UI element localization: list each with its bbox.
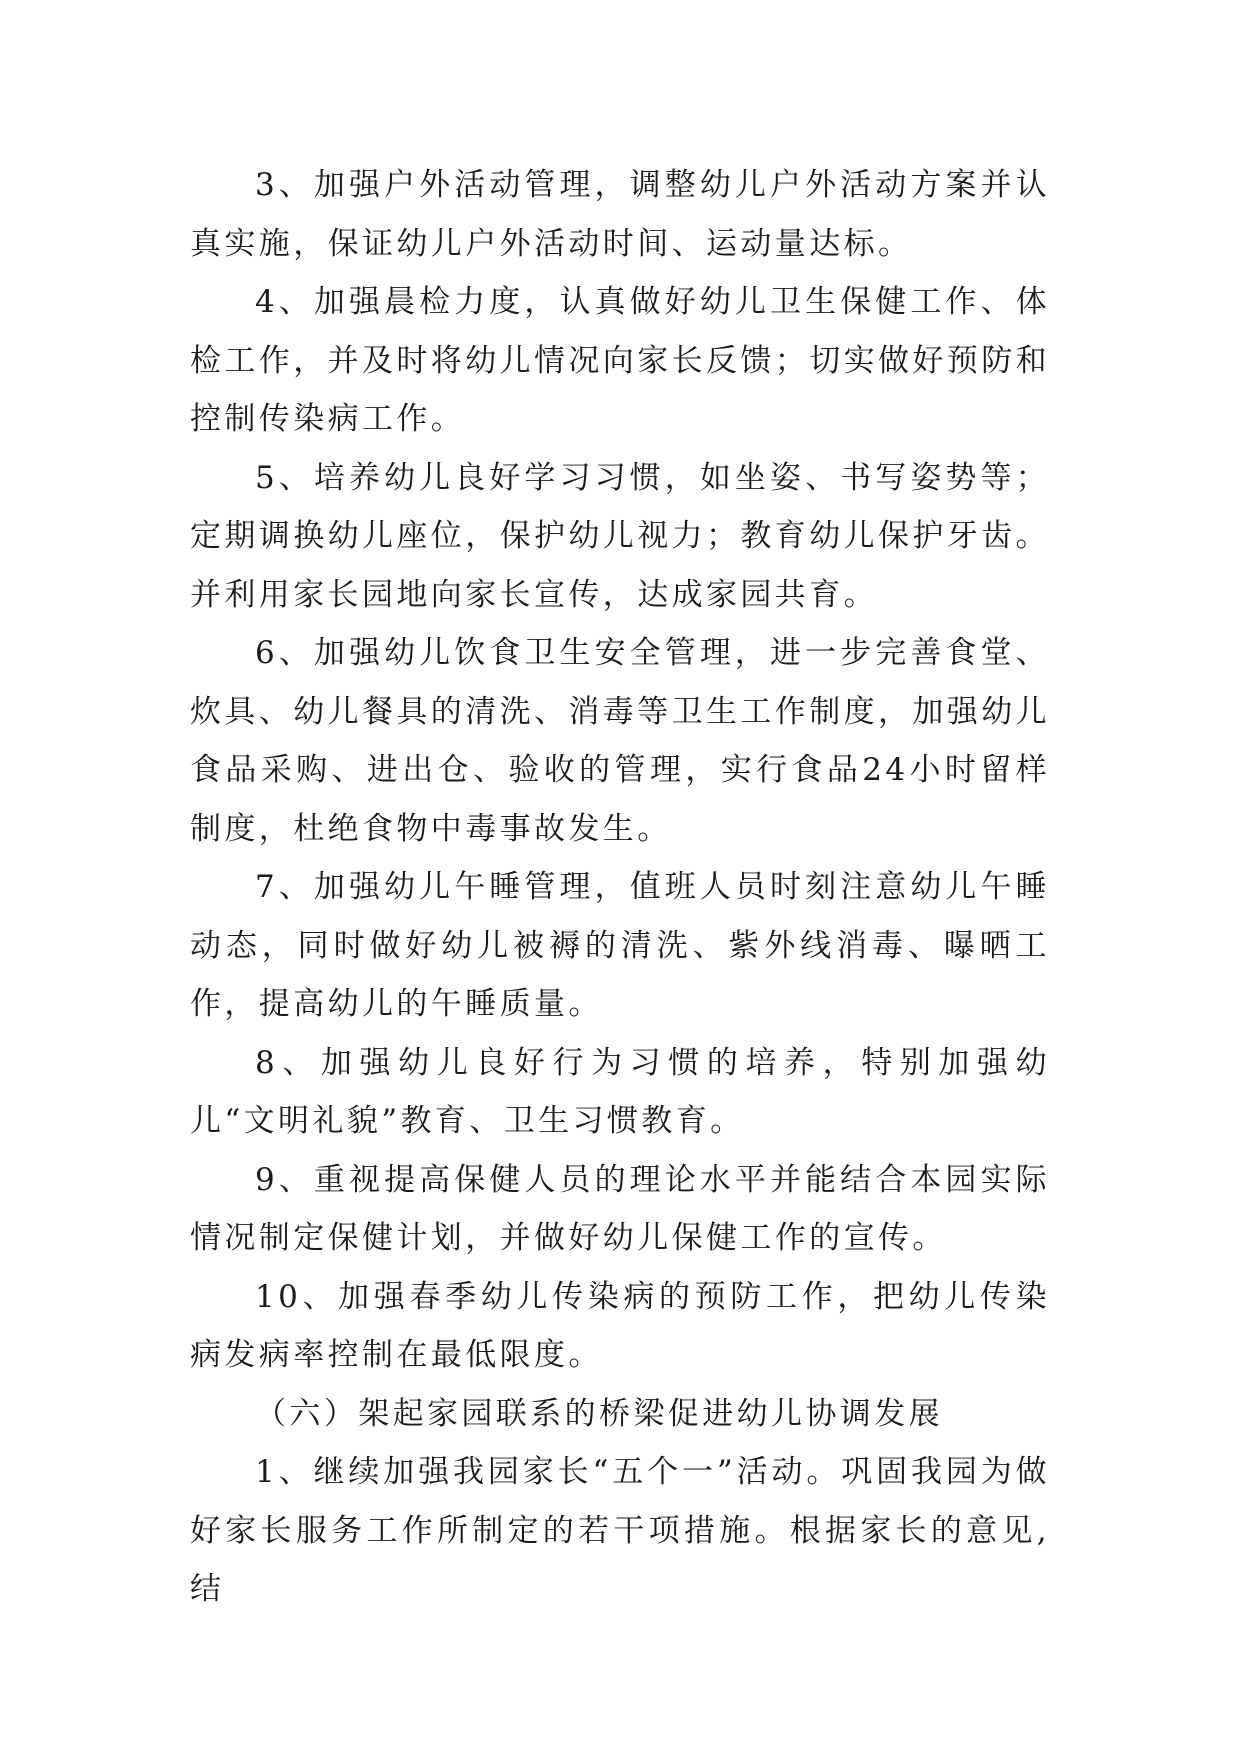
- section-heading-home-school: （六）架起家园联系的桥梁促进幼儿协调发展: [255, 1395, 943, 1432]
- paragraph-outdoor-activities: 3、加强户外活动管理，调整幼儿户外活动方案并认真实施，保证幼儿户外活动时间、运动量达标。: [190, 167, 1050, 262]
- paragraph-nap-management: 7、加强幼儿午睡管理，值班人员时刻注意幼儿午睡动态，同时做好幼儿被褥的清洗、紫外线消毒、曝晒工作，提高幼儿的午睡质量。: [190, 869, 1050, 1022]
- document-body: [190, 156, 1050, 1619]
- paragraph-morning-check: 4、加强晨检力度，认真做好幼儿卫生保健工作、体检工作，并及时将幼儿情况向家长反馈；切实做好预防和控制传染病工作。: [190, 284, 1050, 437]
- paragraph-health-staff: 9、重视提高保健人员的理论水平并能结合本园实际情况制定保健计划，并做好幼儿保健工作的宣传。: [190, 1161, 1050, 1256]
- paragraph-study-habits: 5、培养幼儿良好学习习惯，如坐姿、书写姿势等；定期调换幼儿座位，保护幼儿视力；教育幼儿保护牙齿。并利用家长园地向家长宣传，达成家园共育。: [190, 459, 1050, 613]
- paragraph-parent-activities: 1、继续加强我园家长“五个一”活动。巩固我园为做好家长服务工作所制定的若干项措施。根据家长的意见,结: [190, 1454, 1050, 1607]
- paragraph-food-safety: 6、加强幼儿饮食卫生安全管理，进一步完善食堂、炊具、幼儿餐具的清洗、消毒等卫生工作制度，加强幼儿食品采购、进出仓、验收的管理，实行食品24小时留样制度，杜绝食物中毒事故发生。: [190, 635, 1050, 847]
- paragraph-behavior-habits: 8、加强幼儿良好行为习惯的培养，特别加强幼儿“文明礼貌”教育、卫生习惯教育。: [190, 1044, 1050, 1139]
- paragraph-disease-prevention: 10、加强春季幼儿传染病的预防工作，把幼儿传染病发病率控制在最低限度。: [190, 1278, 1050, 1373]
